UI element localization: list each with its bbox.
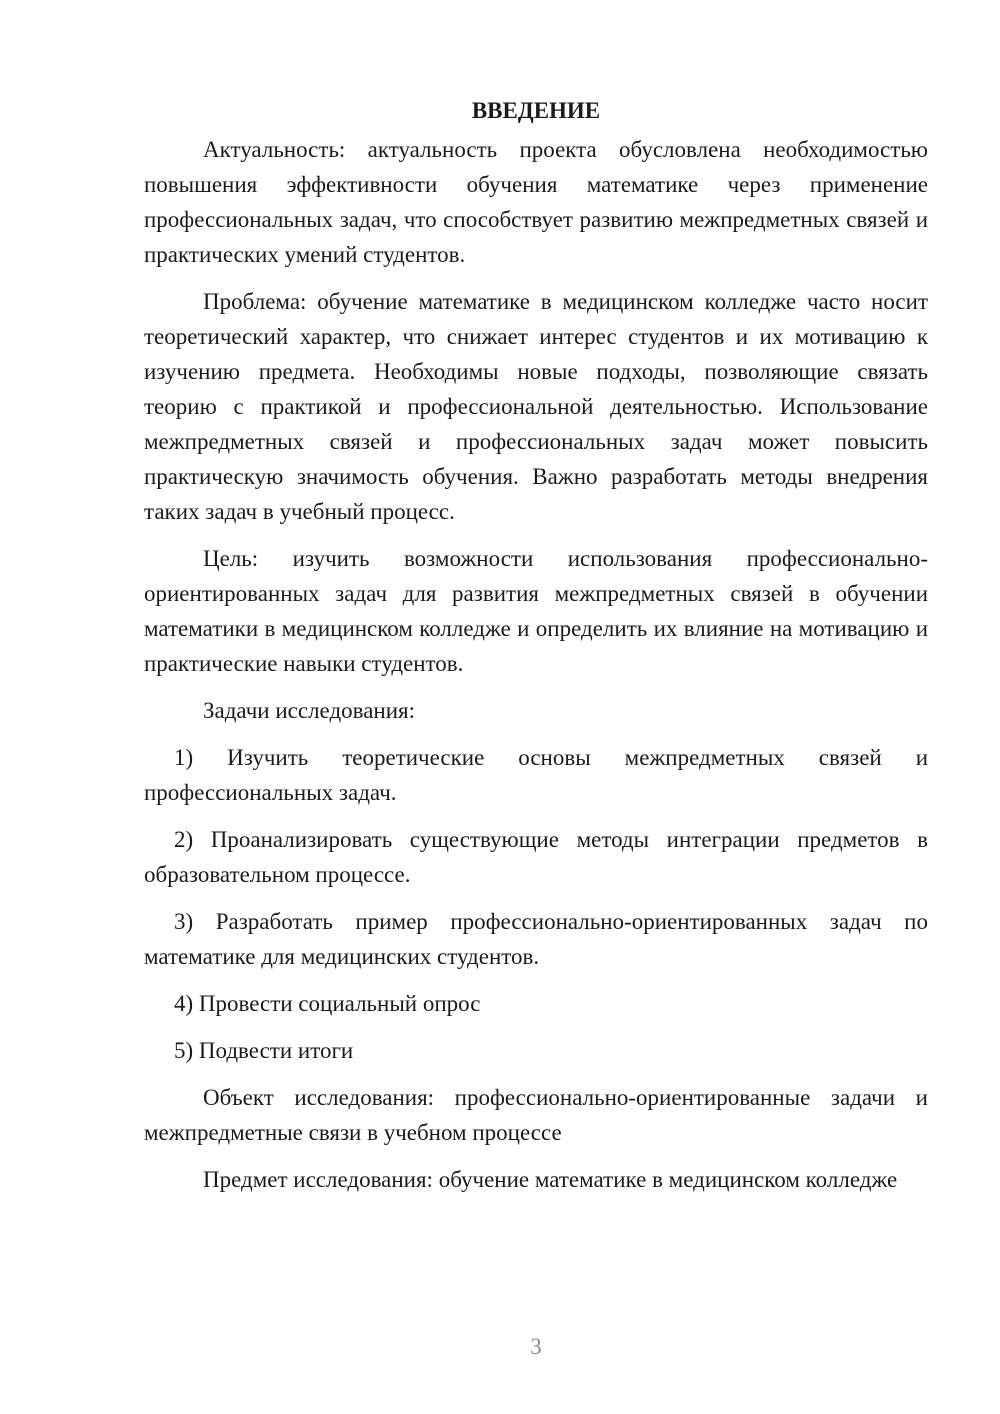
task-item-2: 2) Проанализировать существующие методы интеграции предметов в образовательном процессе. — [144, 827, 928, 887]
problem-paragraph: Проблема: обучение математике в медицинском колледже часто носит теоретический характер, что снижает интерес студентов и их мотивацию к изучению предмета. Необходимы новые подходы, позволяющие связать теорию с практикой и профессиональной деятельностью. Использование межпредметных связей и профессиональных задач может повысить практическую значимость обучения. Важно разработать методы внедрения таких задач в учебный процесс. — [144, 289, 928, 524]
page-title: ВВЕДЕНИЕ — [471, 98, 601, 123]
subject-paragraph: Предмет исследования: обучение математике в медицинском колледже — [203, 1167, 898, 1192]
object-paragraph: Объект исследования: профессионально-ориентированные задачи и межпредметные связи в учебном процессе — [144, 1085, 928, 1145]
relevance-paragraph: Актуальность: актуальность проекта обусловлена необходимостью повышения эффективности обучения математике через применение профессиональных задач, что способствует развитию межпредметных связей и практических умений студентов. — [144, 137, 928, 267]
task-item-4: 4) Провести социальный опрос — [174, 991, 481, 1016]
document-page — [144, 96, 928, 1209]
task-item-1: 1) Изучить теоретические основы межпредметных связей и профессиональных задач. — [144, 745, 928, 805]
task-item-5: 5) Подвести итоги — [174, 1038, 354, 1063]
goal-paragraph: Цель: изучить возможности использования профессионально-ориентированных задач для развития межпредметных связей в обучении математики в медицинском колледже и определить их влияние на мотивацию и практические навыки студентов. — [144, 546, 928, 676]
page-number: 3 — [530, 1334, 542, 1359]
tasks-title: Задачи исследования: — [203, 698, 416, 723]
task-item-3: 3) Разработать пример профессионально-ориентированных задач по математике для медицинских студентов. — [144, 909, 928, 969]
